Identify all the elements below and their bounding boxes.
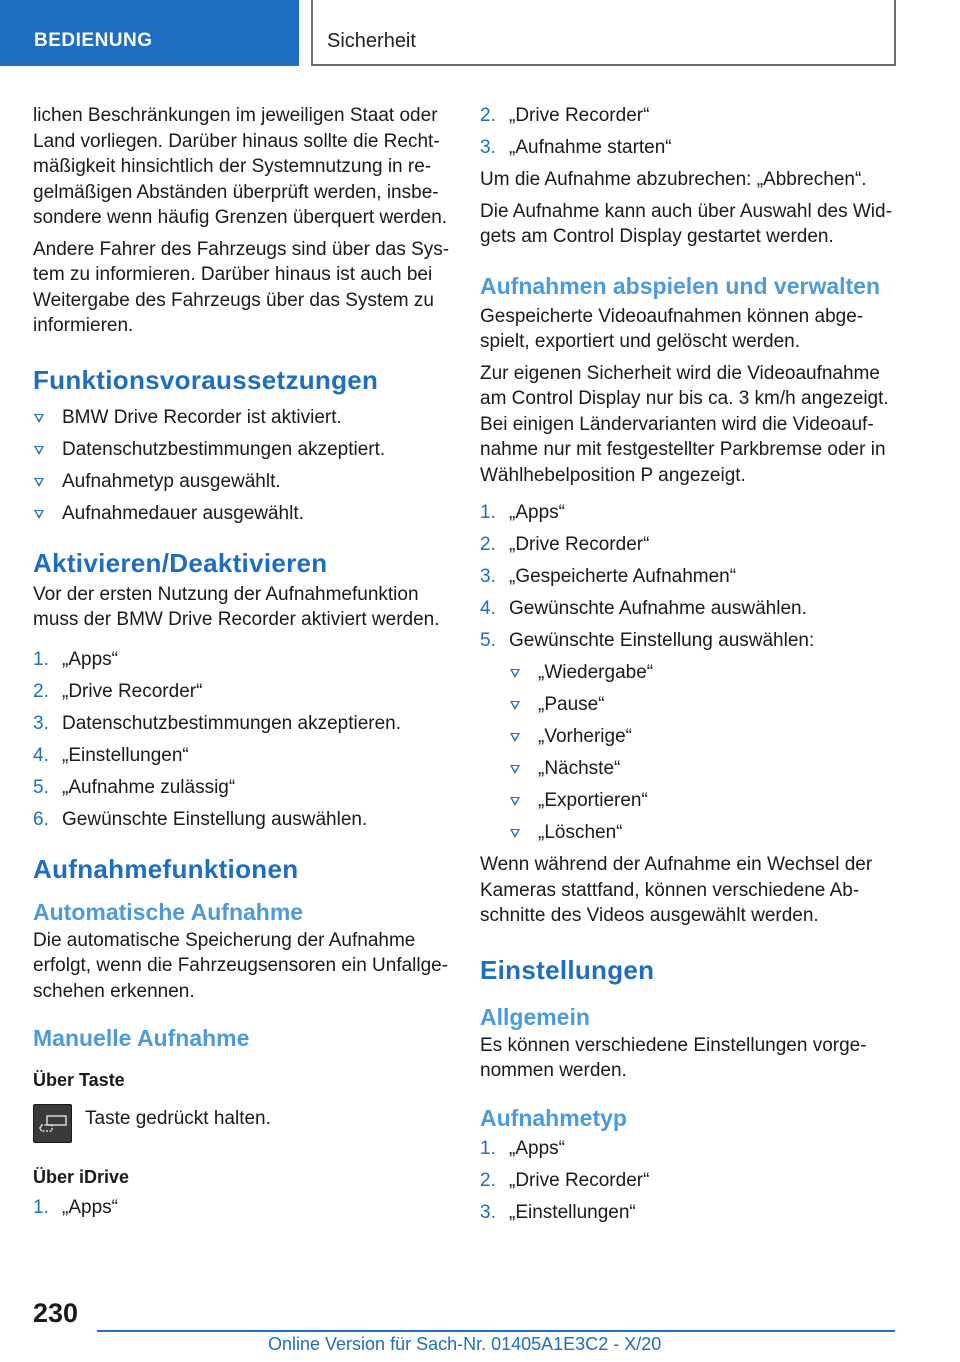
triangle-bullet-icon [34,446,44,455]
abspielen-steps [480,500,898,845]
list-item: 6. Gewünschte Einstellung auswählen. [33,808,368,830]
list-item: „Wiedergabe“ [509,660,898,685]
aktiv-paragraph: Vor der ersten Nutzung der Aufnahmefunktion muss der BMW Drive Recorder aktiviert werden. [33,583,440,630]
list-item: 5. „Aufnahme zulässig“ [33,776,236,798]
list-item: 5. Gewünschte Einstellung auswählen: „Wiedergabe“ „Pause“ „Vorherige“ „Nächste“ „Exportieren“ „Löschen“ [480,628,898,845]
triangle-bullet-icon [34,478,44,487]
section-title: Sicherheit [311,0,896,66]
triangle-bullet-icon [510,797,520,806]
triangle-bullet-icon [34,510,44,519]
footer-divider [97,1330,895,1332]
aufnahmetyp-steps [480,1136,898,1225]
list-item: „Exportieren“ [509,788,898,813]
list-item: 1. „Apps“ [480,1137,565,1159]
triangle-bullet-icon [510,701,520,710]
list-item: BMW Drive Recorder ist aktiviert. [33,405,451,430]
heading-manuelle-aufnahme: Manuelle Aufnahme [33,1025,250,1051]
intro-paragraph-2: Andere Fahrer des Fahrzeugs sind über das System zu informieren. Darüber hinaus ist auch bei Weitergabe des Fahrzeugs über das System zu informieren. [33,238,450,336]
heading-funktionsvoraussetzungen: Funktionsvoraussetzungen [33,364,379,395]
list-item: „Nächste“ [509,756,898,781]
list-item: 3. „Einstellungen“ [480,1201,636,1223]
heading-automatische-aufnahme: Automatische Aufnahme [33,898,304,925]
list-item: 2. „Drive Recorder“ [480,105,650,126]
heading-aufnahmen-abspielen: Aufnahmen abspielen und verwalten [480,272,881,299]
auto-paragraph: Die automatische Speicherung der Aufnahme erfolgt, wenn die Fahrzeugsensoren ein Unfallgeschehen erkennen. [33,929,449,1002]
list-item: 3. Datenschutzbestimmungen akzeptieren. [33,712,402,734]
allgemein-paragraph: Es können verschiedene Einstellungen vorgenommen werden. [480,1034,867,1081]
list-item: 2. „Drive Recorder“ [480,534,650,555]
intro-paragraph-1: lichen Beschränkungen im jeweiligen Staat oder Land vorliegen. Darüber hinaus sollte die Rechtmäßigkeit hinsichtlich der Systemnutzung in regelmäßigen Abständen überprüft werden, insbesondere wenn häufig Grenzen überquert werden. [33,105,448,228]
heading-ueber-taste: Über Taste [33,1070,125,1090]
abspielen-paragraph-1: Gespeicherte Videoaufnahmen können abgespielt, exportiert und gelöscht werden. [480,305,864,352]
abspielen-paragraph-2: Zur eigenen Sicherheit wird die Videoaufnahme am Control Display nur bis ca. 3 km/h angezeigt. Bei einigen Ländervarianten wird die Videoaufnahme nur mit festgestellter Parkbremse oder in Wählhebelposition P angezeigt. [480,362,889,486]
funktion-list [33,405,451,526]
heading-aktivieren: Aktivieren/Deaktivieren [33,547,328,578]
widget-paragraph: Die Aufnahme kann auch über Auswahl des Widgets am Control Display gestartet werden. [480,200,892,247]
taste-paragraph: Taste gedrückt halten. [85,1108,271,1129]
drive-recorder-button-icon [33,1104,72,1143]
online-version-text: Online Version für Sach-Nr. 01405A1E3C2 - X/20 [268,1334,662,1354]
list-item: „Löschen“ [509,820,898,845]
abbrechen-paragraph: Um die Aufnahme abzubrechen: „Abbrechen“. [480,169,867,190]
left-column [33,103,451,1227]
list-item: 2. „Drive Recorder“ [480,1169,650,1191]
idrive-steps [33,1195,451,1220]
playback-options-list [509,660,898,845]
list-item: Aufnahmedauer ausgewählt. [33,501,451,526]
page-number: 230 [33,1298,79,1328]
list-item: 4. Gewünschte Aufnahme auswählen. [480,598,807,619]
list-item: 1. „Apps“ [33,1197,118,1218]
list-item: Aufnahmetyp ausgewählt. [33,469,451,494]
list-item: 3. „Gespeicherte Aufnahmen“ [480,566,737,587]
heading-aufnahmefunktionen: Aufnahmefunktionen [33,853,299,884]
list-item: 1. „Apps“ [33,648,118,670]
chapter-tab: BEDIENUNG [0,0,299,66]
page-header [0,0,960,66]
heading-aufnahmetyp: Aufnahmetyp [480,1104,627,1131]
triangle-bullet-icon [34,414,44,423]
heading-allgemein: Allgemein [480,1003,590,1030]
wechsel-paragraph: Wenn während der Aufnahme ein Wechsel der Kameras stattfand, können verschiedene Abschnitte des Videos ausgewählt werden. [480,854,873,926]
triangle-bullet-icon [510,733,520,742]
triangle-bullet-icon [510,669,520,678]
list-item: „Vorherige“ [509,724,898,749]
heading-einstellungen: Einstellungen [480,954,655,985]
list-item: 4. „Einstellungen“ [33,744,189,766]
button-instruction [33,1104,451,1143]
triangle-bullet-icon [510,765,520,774]
start-steps [480,103,898,160]
heading-ueber-idrive: Über iDrive [33,1167,130,1187]
list-item: 3. „Aufnahme starten“ [480,137,672,158]
right-column [480,103,898,1232]
list-item: 1. „Apps“ [480,502,565,523]
list-item: „Pause“ [509,692,898,717]
triangle-bullet-icon [510,829,520,838]
list-item: 2. „Drive Recorder“ [33,680,203,702]
aktiv-steps [33,647,451,832]
list-item: Datenschutzbestimmungen akzeptiert. [33,437,451,462]
